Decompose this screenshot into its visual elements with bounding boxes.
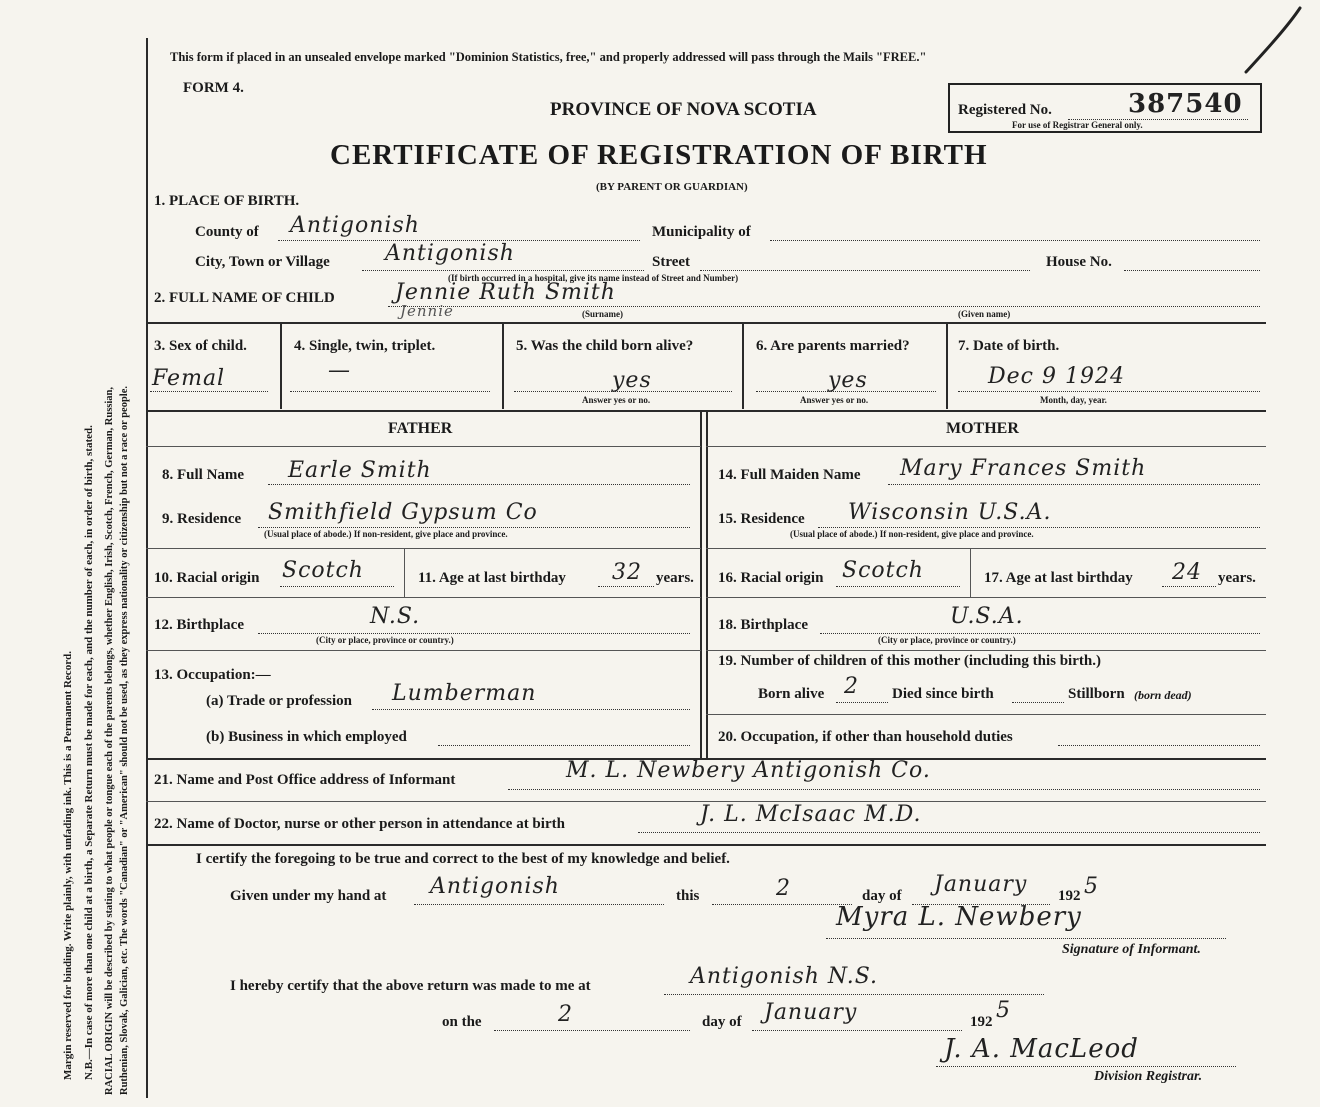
mother-birthplace-value: U.S.A. <box>950 604 1024 629</box>
mother-birthplace-label: 18. Birthplace <box>718 617 808 633</box>
registrar-day-of-label: day of <box>702 1014 742 1030</box>
father-residence-value: Smithfield Gypsum Co <box>268 500 538 525</box>
children-count-label: 19. Number of children of this mother (including this birth.) <box>718 653 1101 669</box>
born-alive-label: 5. Was the child born alive? <box>516 338 694 354</box>
street-label: Street <box>652 254 691 270</box>
registrar-note: For use of Registrar General only. <box>1012 120 1143 130</box>
informant-label: 21. Name and Post Office address of Informant <box>154 772 456 788</box>
father-residence-note: (Usual place of abode.) If non-resident, give place and province. <box>264 529 508 539</box>
mother-years-label: years. <box>1218 570 1256 586</box>
certificate-title: CERTIFICATE OF REGISTRATION OF BIRTH <box>330 139 988 171</box>
municipality-label: Municipality of <box>652 224 751 240</box>
given-year-suffix: 5 <box>1084 874 1099 899</box>
married-note: Answer yes or no. <box>800 395 869 405</box>
margin-note-1: Margin reserved for binding. Write plainly, with unfading ink. This is a Permanent Record. <box>62 651 74 1080</box>
sex-label: 3. Sex of child. <box>154 338 247 354</box>
form-number: FORM 4. <box>183 80 244 96</box>
surname-label: (Surname) <box>582 309 623 319</box>
place-of-birth-heading: 1. PLACE OF BIRTH. <box>154 193 300 209</box>
father-residence-label: 9. Residence <box>162 511 242 527</box>
registrar-month-value: January <box>764 1000 858 1025</box>
hospital-note: (If birth occurred in a hospital, give its name instead of Street and Number) <box>448 273 739 283</box>
mother-residence-note: (Usual place of abode.) If non-resident, give place and province. <box>790 529 1034 539</box>
registrar-signature-label: Division Registrar. <box>1094 1069 1203 1084</box>
mother-occupation-label: 20. Occupation, if other than household duties <box>718 729 1013 745</box>
sex-value: Femal <box>152 366 226 391</box>
married-value: yes <box>828 368 868 393</box>
died-since-birth-label: Died since birth <box>892 686 994 702</box>
registrar-year-suffix: 5 <box>996 998 1011 1023</box>
father-birthplace-label: 12. Birthplace <box>154 617 244 633</box>
mother-birthplace-note: (City or place, province or country.) <box>878 635 1016 645</box>
informant-signature: Myra L. Newbery <box>836 902 1082 932</box>
county-value: Antigonish <box>290 213 420 238</box>
mother-racial-label: 16. Racial origin <box>718 570 824 586</box>
city-value: Antigonish <box>385 241 515 266</box>
registrar-place-value: Antigonish N.S. <box>690 964 879 989</box>
margin-note-3: RACIAL ORIGIN will be described by stating to what people or tongue each of the parents belongs, whether English, Irish, Scotch, French, German, Russian, <box>104 386 115 1095</box>
mother-racial-value: Scotch <box>842 558 924 583</box>
this-label: this <box>676 888 700 904</box>
stillborn-label: Stillborn <box>1068 686 1125 702</box>
father-birthplace-value: N.S. <box>370 604 421 629</box>
pen-mark <box>1228 2 1308 82</box>
father-age-value: 32 <box>612 560 642 585</box>
certificate-subtitle: (BY PARENT OR GUARDIAN) <box>596 181 748 193</box>
given-place-value: Antigonish <box>430 874 560 899</box>
registered-box <box>948 83 1262 133</box>
occupation-label: 13. Occupation:— <box>154 667 271 683</box>
single-value: — <box>328 358 351 383</box>
stillborn-note: (born dead) <box>1134 688 1192 702</box>
province-title: PROVINCE OF NOVA SCOTIA <box>550 99 817 120</box>
trade-value: Lumberman <box>392 681 537 706</box>
given-under-hand-label: Given under my hand at <box>230 888 387 904</box>
father-birthplace-note: (City or place, province or country.) <box>316 635 454 645</box>
father-racial-label: 10. Racial origin <box>154 570 260 586</box>
born-alive-count-value: 2 <box>844 674 859 699</box>
left-border <box>146 38 148 1098</box>
mother-residence-value: Wisconsin U.S.A. <box>848 500 1052 525</box>
mother-residence-label: 15. Residence <box>718 511 805 527</box>
given-day-of-label: day of <box>862 888 902 904</box>
registered-number: 387540 <box>1128 89 1243 119</box>
mother-heading: MOTHER <box>946 420 1019 437</box>
given-name-label: (Given name) <box>958 309 1011 319</box>
trade-label: (a) Trade or profession <box>206 693 352 709</box>
mother-age-value: 24 <box>1172 560 1202 585</box>
child-name-label: 2. FULL NAME OF CHILD <box>154 290 335 306</box>
child-name-correction: Jennie <box>400 302 454 320</box>
business-label: (b) Business in which employed <box>206 729 407 745</box>
informant-signature-label: Signature of Informant. <box>1062 942 1201 957</box>
father-heading: FATHER <box>388 420 453 437</box>
date-of-birth-value: Dec 9 1924 <box>988 364 1125 389</box>
registrar-day-value: 2 <box>558 1002 573 1027</box>
born-alive-value: yes <box>612 368 652 393</box>
date-of-birth-note: Month, day, year. <box>1040 395 1107 405</box>
father-years-label: years. <box>656 570 694 586</box>
mother-age-label: 17. Age at last birthday <box>984 570 1133 586</box>
father-name-label: 8. Full Name <box>162 467 245 483</box>
born-alive-count-label: Born alive <box>758 686 825 702</box>
given-day-value: 2 <box>776 876 791 901</box>
doctor-value: J. L. McIsaac M.D. <box>700 802 922 827</box>
given-year-prefix: 192 <box>1058 888 1081 904</box>
city-label: City, Town or Village <box>195 254 330 270</box>
mail-notice: This form if placed in an unsealed envelope marked "Dominion Statistics, free," and properly addressed will pass through the Mails "FREE." <box>170 50 927 64</box>
date-of-birth-label: 7. Date of birth. <box>958 338 1060 354</box>
county-label: County of <box>195 224 259 240</box>
registered-label: Registered No. <box>958 102 1052 118</box>
registrar-on-the-label: on the <box>442 1014 482 1030</box>
born-alive-note: Answer yes or no. <box>582 395 651 405</box>
informant-value: M. L. Newbery Antigonish Co. <box>566 758 931 783</box>
registrar-year-prefix: 192 <box>970 1014 993 1030</box>
child-name-value: Jennie Ruth Smith <box>395 280 616 305</box>
father-racial-value: Scotch <box>282 558 364 583</box>
margin-note-2: N.B.—In case of more than one child at a birth, a Separate Return must be made for each, and the number of each, in order of birth, stated. <box>83 425 95 1080</box>
given-month-value: January <box>934 872 1028 897</box>
mother-name-value: Mary Frances Smith <box>900 456 1147 481</box>
father-name-value: Earle Smith <box>288 458 432 483</box>
certification-statement: I certify the foregoing to be true and correct to the best of my knowledge and belief. <box>196 851 730 867</box>
doctor-label: 22. Name of Doctor, nurse or other person in attendance at birth <box>154 816 565 832</box>
house-label: House No. <box>1046 254 1112 270</box>
mother-name-label: 14. Full Maiden Name <box>718 467 861 483</box>
registrar-signature: J. A. MacLeod <box>944 1034 1139 1064</box>
registrar-statement: I hereby certify that the above return was made to me at <box>230 978 591 994</box>
father-age-label: 11. Age at last birthday <box>418 570 566 586</box>
margin-note-4: Ruthenian, Slovak, Galician, etc. The words "Canadian" or "American" should not be used, as they express nationality or citizenship but not a race or people. <box>119 386 130 1095</box>
married-label: 6. Are parents married? <box>756 338 910 354</box>
single-label: 4. Single, twin, triplet. <box>294 338 436 354</box>
